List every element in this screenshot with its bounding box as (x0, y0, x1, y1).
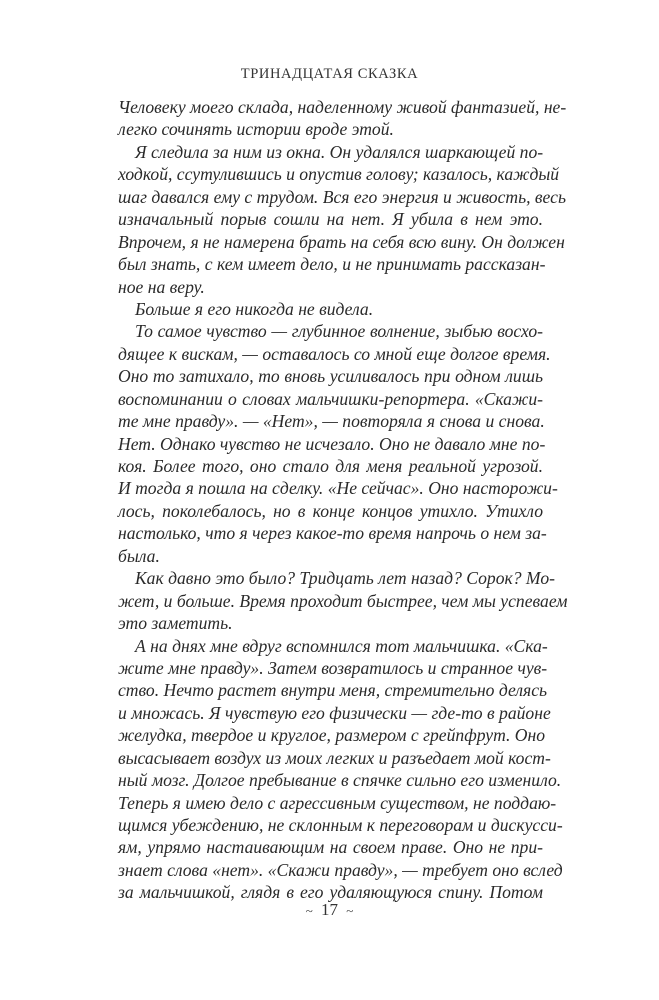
text-line: ям, упрямо настаивающим на своем праве. Оно не при- (118, 837, 543, 858)
text-line: шаг давался ему с трудом. Вся его энергия и живость, весь (118, 186, 566, 207)
text-line: легко сочинять истории вроде этой. (118, 119, 394, 140)
text-line: ный мозг. Долгое пребывание в спячке сильно его изменило. (118, 770, 562, 791)
text-line: настолько, что я через какое-то время напрочь о нем за- (118, 523, 547, 544)
text-line: те мне правду». — «Нет», — повторяла я снова и снова. (118, 411, 545, 432)
text-line: Впрочем, я не намерена брать на себя всю вину. Он должен (118, 231, 565, 252)
text-line: Теперь я имею дело с агрессивным существом, не поддаю- (118, 792, 557, 813)
text-line: Нет. Однако чувство не исчезало. Оно не давало мне по- (118, 433, 546, 454)
text-line: жите мне правду». Затем возвратилось и странное чув- (118, 657, 548, 678)
page-body-text (118, 96, 568, 904)
page-number: 17 (321, 900, 338, 919)
text-line: воспоминании о словах мальчишки-репортера. «Скажи- (118, 388, 543, 409)
ornament-left-icon: ~ (305, 903, 313, 918)
text-line: желудка, твердое и круглое, размером с грейпфрут. Оно (118, 725, 546, 746)
text-line: была. (118, 545, 160, 566)
text-line: Человеку моего склада, наделенному живой фантазией, не- (118, 97, 567, 117)
text-line: жет, и больше. Время проходит быстрее, чем мы успеваем (118, 590, 568, 611)
text-line: Оно то затихало, то вновь усиливалось при одном лишь (118, 366, 543, 387)
text-line: Больше я его никогда не видела. (135, 298, 374, 319)
text-line: Как давно это было? Тридцать лет назад? Сорок? Мо- (135, 568, 555, 589)
text-line: То самое чувство — глубинное волнение, зыбью восхо- (135, 321, 543, 342)
text-line: лось, поколебалось, но в конце концов утихло. Утихло (118, 500, 543, 521)
text-line: знает слова «нет». «Скажи правду», — требует оно вслед (118, 859, 563, 880)
ornament-right-icon: ~ (346, 903, 354, 918)
text-line: за мальчишкой, глядя в его удаляющуюся спину. Потом (118, 882, 543, 903)
page-footer (0, 900, 659, 920)
running-header: ТРИНАДЦАТАЯ СКАЗКА (240, 66, 419, 82)
text-line: это заметить. (118, 613, 233, 634)
text-line: был знать, с кем имеет дело, и не принимать рассказан- (118, 254, 546, 275)
text-line: щимся убеждению, не склонным к переговорам и дискусси- (118, 815, 563, 835)
text-line: А на днях мне вдруг вспомнился тот мальчишка. «Ска- (135, 635, 548, 656)
text-line: дящее к вискам, — оставалось со мной еще долгое время. (118, 343, 551, 364)
text-line: высасывает воздух из моих легких и разъедает мой кост- (118, 747, 551, 768)
text-line: и множась. Я чувствую его физически — где-то в районе (118, 702, 551, 723)
text-line: ное на веру. (118, 276, 205, 297)
text-line: ходкой, ссутулившись и опустив голову; казалось, каждый (118, 164, 560, 185)
text-line: И тогда я пошла на сделку. «Не сейчас». Оно насторожи- (118, 478, 558, 499)
text-line: ство. Нечто растет внутри меня, стремительно делясь (118, 680, 548, 701)
text-line: изначальный порыв сошли на нет. Я убила в нем это. (118, 209, 543, 230)
text-line: коя. Более того, оно стало для меня реальной угрозой. (118, 456, 543, 476)
text-line: Я следила за ним из окна. Он удалялся шаркающей по- (135, 141, 544, 162)
